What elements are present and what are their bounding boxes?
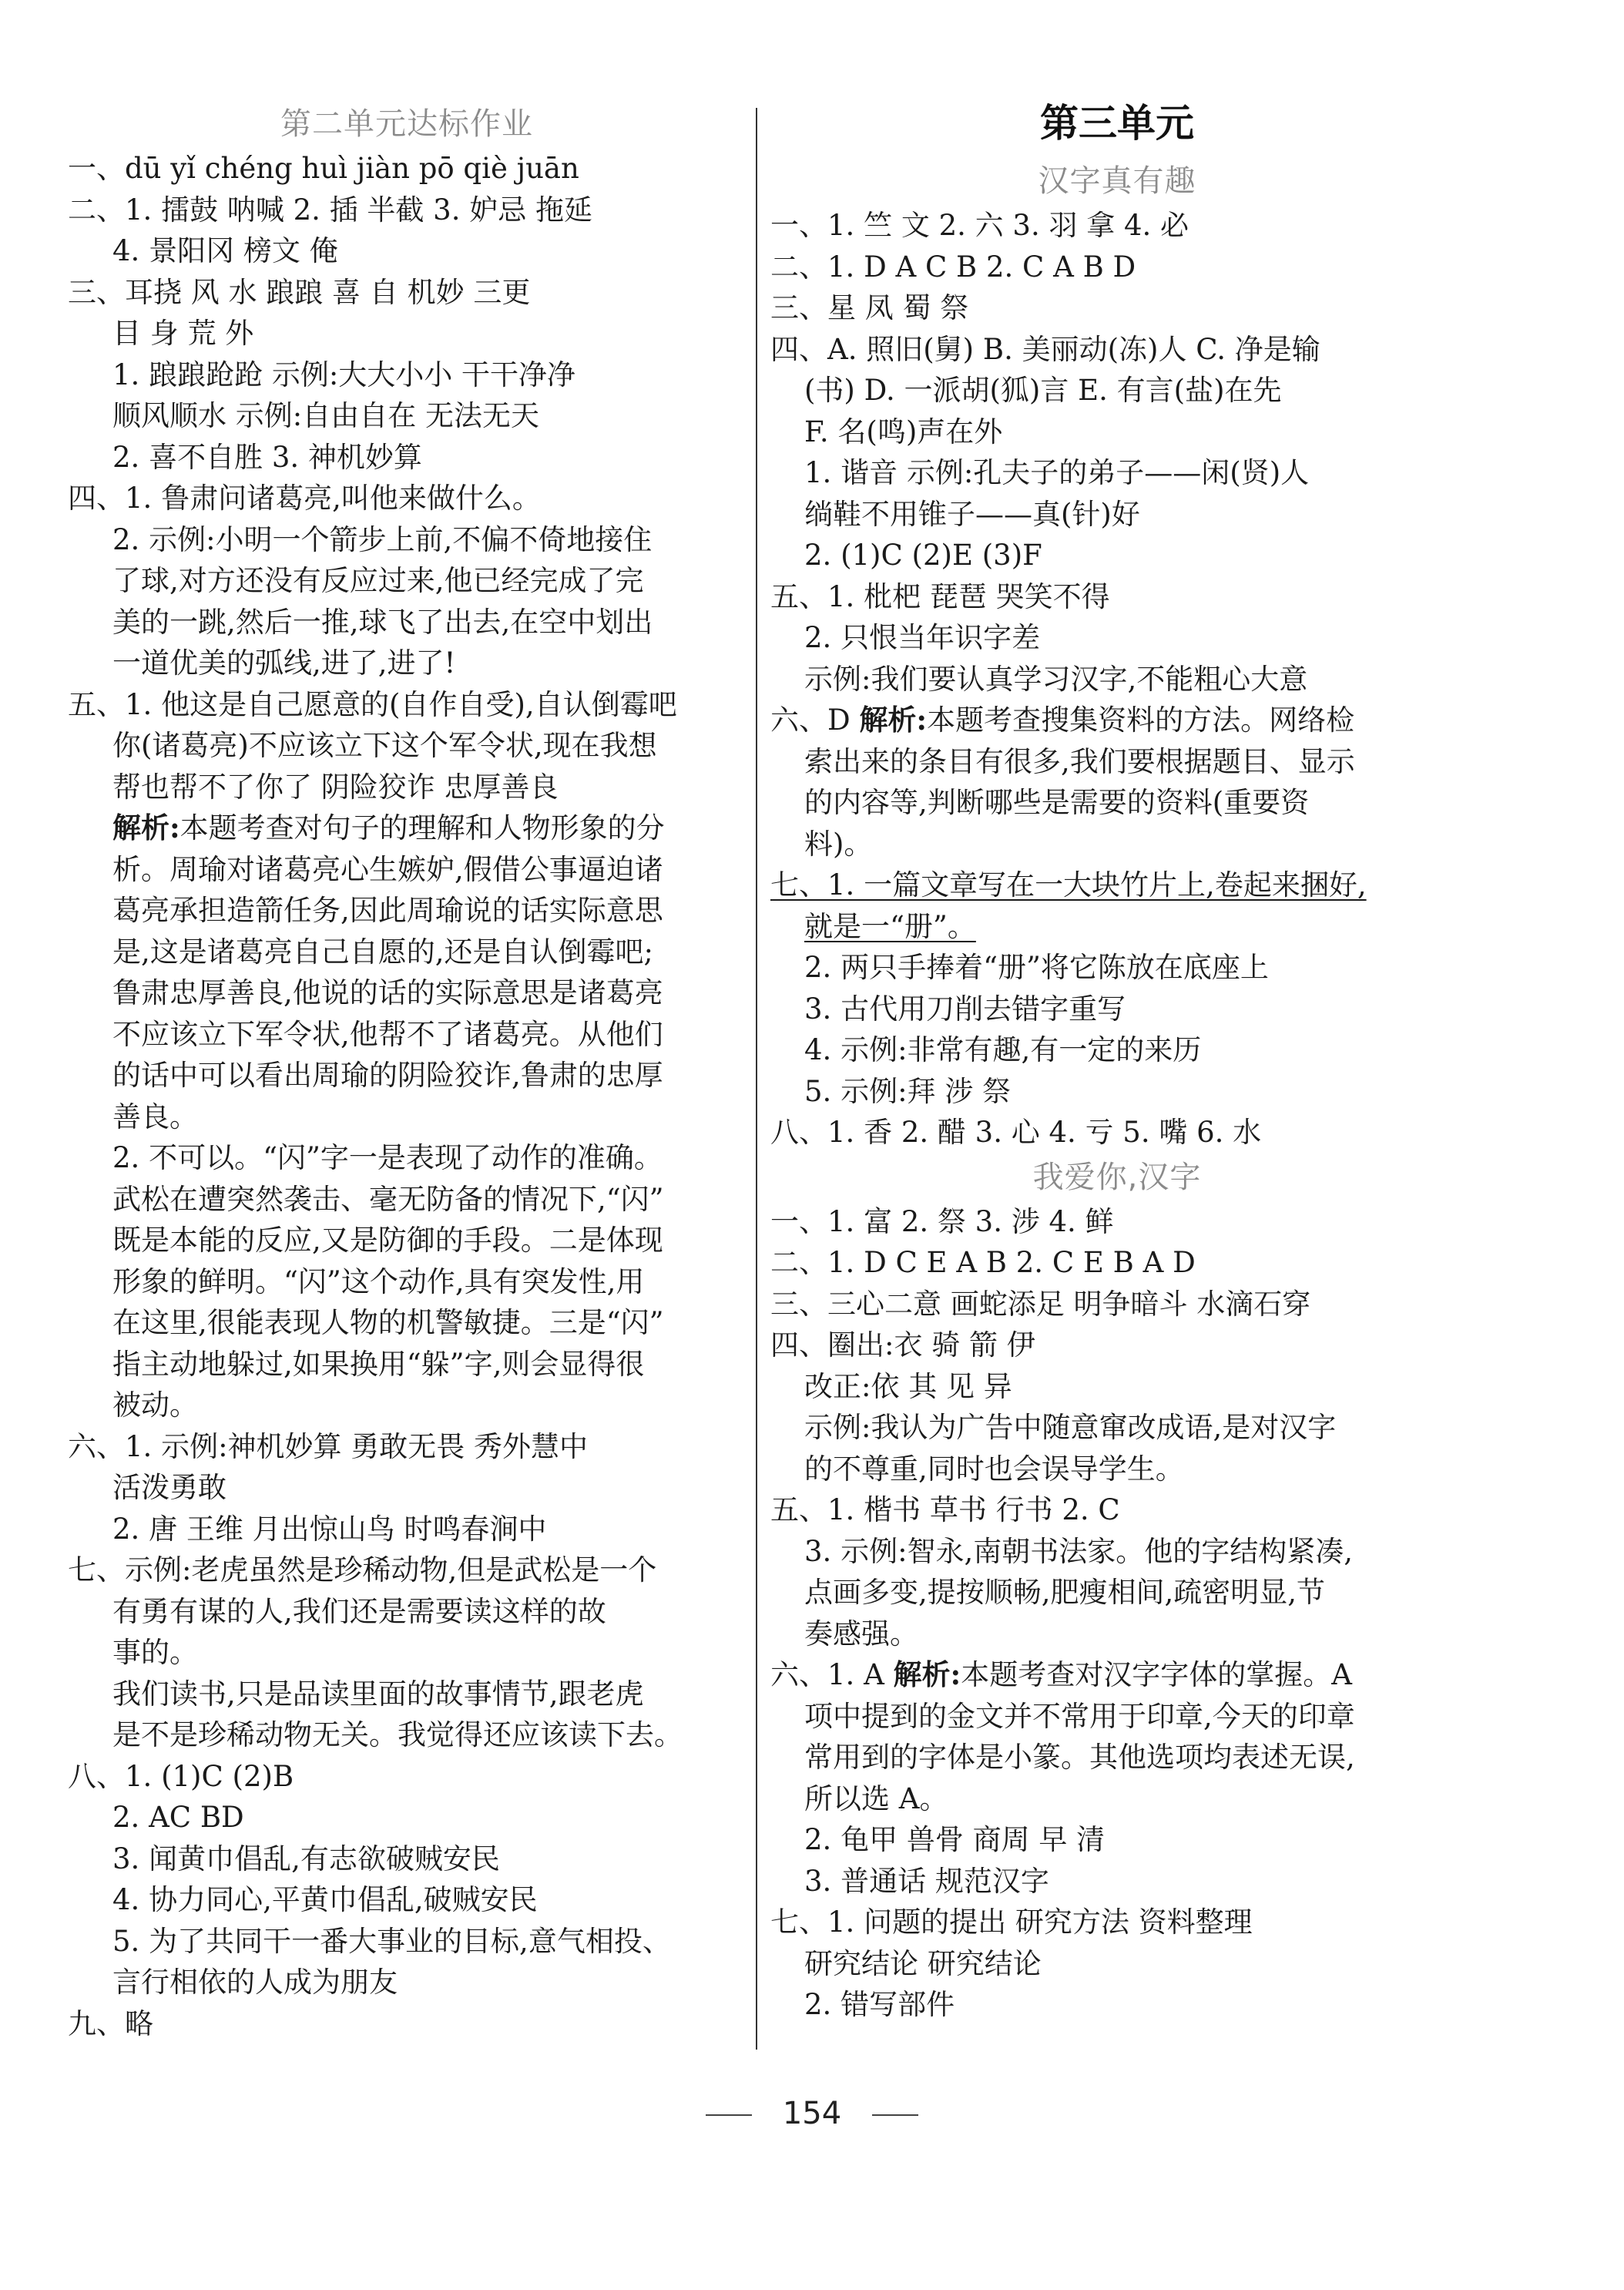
answer-line: 3. 普通话 规范汉字: [804, 1864, 1049, 1898]
answer-line: 形象的鲜明。“闪”这个动作,具有突发性,用: [112, 1264, 645, 1298]
answer-line: 1. 谐音 示例:孔夫子的弟子——闲(贤)人: [804, 456, 1310, 489]
answer-line: 既是本能的反应,又是防御的手段。二是体现: [112, 1224, 663, 1257]
analysis-line: 不应该立下军令状,他帮不了诸葛亮。从他们: [112, 1017, 663, 1051]
analysis-label: 解析:: [112, 811, 180, 844]
answer-line: 2. 示例:小明一个箭步上前,不偏不倚地接住: [112, 522, 653, 556]
answer-line: 5. 示例:拜 涉 祭: [804, 1074, 1012, 1108]
answer-line: (书) D. 一派胡(狐)言 E. 有言(盐)在先: [804, 374, 1282, 407]
answer-line: 绱鞋不用锥子——真(针)好: [804, 497, 1140, 531]
answer-line: 五、1. 枇杷 琵琶 哭笑不得: [770, 579, 1110, 613]
right-column: [770, 100, 1464, 2026]
section-title-unit2: 第二单元达标作业: [280, 106, 533, 142]
answer-line: 顺风顺水 示例:自由自在 无法无天: [112, 399, 539, 432]
analysis-line: 鲁肃忠厚善良,他说的话的实际意思是诸葛亮: [112, 976, 663, 1009]
answer-line: 四、1. 鲁肃问诸葛亮,叫他来做什么。: [68, 482, 541, 515]
answer-line: 五、1. 楷书 草书 行书 2. C: [770, 1493, 1120, 1526]
answer-line: 七、1. 问题的提出 研究方法 资料整理: [770, 1906, 1253, 1939]
answer-line: 二、1. D C E A B 2. C E B A D: [770, 1246, 1196, 1279]
answer-line: 5. 为了共同干一番大事业的目标,意气相投、: [112, 1924, 671, 1958]
answer-line: 4. 景阳冈 榜文 俺: [112, 234, 338, 267]
analysis-line: 六、1. A 解析:本题考查对汉字字体的掌握。A: [770, 1657, 1352, 1691]
analysis-line: 是,这是诸葛亮自己自愿的,还是自认倒霉吧;: [112, 935, 653, 969]
answer-line: 改正:依 其 见 异: [804, 1369, 1012, 1403]
column-divider: [756, 108, 757, 2050]
answer-line: 三、耳挠 风 水 踉踉 喜 自 机妙 三更: [68, 275, 531, 309]
answer-line: 一道优美的弧线,进了,进了!: [112, 646, 456, 680]
answer-line: 八、1. (1)C (2)B: [68, 1759, 294, 1793]
answer-line: 2. 喜不自胜 3. 神机妙算: [112, 440, 422, 474]
analysis-line: 析。周瑜对诸葛亮心生嫉妒,假借公事逼迫诸: [112, 852, 663, 886]
answer-line: 示例:我认为广告中随意窜改成语,是对汉字: [804, 1411, 1337, 1444]
answer-line: 你(诸葛亮)不应该立下这个军令状,现在我想: [112, 729, 657, 762]
page-number: [0, 2096, 1624, 2131]
answer-line: 二、1. D A C B 2. C A B D: [770, 250, 1136, 284]
answer-line: 指主动地躲过,如果换用“躲”字,则会显得很: [112, 1347, 645, 1381]
answer-line: 七、1. 一篇文章写在一大块竹片上,卷起来捆好,: [770, 868, 1367, 902]
answer-line: 四、圈出:衣 骑 箭 伊: [770, 1328, 1035, 1362]
answer-line: 活泼勇敢: [112, 1471, 226, 1504]
answer-line: 被动。: [112, 1388, 198, 1422]
answer-line: 3. 闻黄巾倡乱,有志欲破贼安民: [112, 1842, 500, 1875]
analysis-line: 的内容等,判断哪些是需要的资料(重要资: [804, 786, 1310, 819]
analysis-line: 料)。: [804, 827, 873, 861]
answer-line: 4. 协力同心,平黄巾倡乱,破贼安民: [112, 1883, 538, 1916]
unit-title: 第三单元: [1040, 100, 1194, 146]
analysis-label: 解析:: [859, 703, 928, 737]
answer-line: 言行相依的人成为朋友: [112, 1966, 398, 1999]
answer-line: 了球,对方还没有反应过来,他已经完成了完: [112, 564, 644, 597]
answer-line: 三、星 凤 蜀 祭: [770, 291, 969, 324]
answer-line: 的不尊重,同时也会误导学生。: [804, 1452, 1184, 1486]
answer-line: 研究结论 研究结论: [804, 1946, 1042, 1980]
answer-line: 七、示例:老虎虽然是珍稀动物,但是武松是一个: [68, 1553, 657, 1587]
answer-line: 奏感强。: [804, 1617, 918, 1650]
page-number-dash-left: [706, 2114, 752, 2116]
analysis-line: 的话中可以看出周瑜的阴险狡诈,鲁肃的忠厚: [112, 1059, 663, 1092]
analysis-label: 解析:: [893, 1657, 961, 1691]
answer-line: 一、1. 富 2. 祭 3. 涉 4. 鲜: [770, 1204, 1114, 1238]
answer-line: 六、1. 示例:神机妙算 勇敢无畏 秀外慧中: [68, 1429, 589, 1463]
answer-line: 2. AC BD: [112, 1801, 244, 1834]
answer-line: 一、dū yǐ chéng huì jiàn pō qiè juān: [68, 152, 579, 185]
answer-line: 二、1. 擂鼓 呐喊 2. 插 半截 3. 妒忌 拖延: [68, 193, 592, 227]
answer-line: 1. 踉踉跄跄 示例:大大小小 干干净净: [112, 358, 576, 391]
answer-line: 2. 不可以。“闪”字一是表现了动作的准确。: [112, 1141, 663, 1174]
answer-line: 4. 示例:非常有趣,有一定的来历: [804, 1033, 1202, 1066]
answer-line: 八、1. 香 2. 醋 3. 心 4. 亏 5. 嘴 6. 水: [770, 1116, 1262, 1149]
page-number-value: 154: [782, 2096, 842, 2131]
analysis-line: 六、D 解析:本题考查搜集资料的方法。网络检: [770, 703, 1355, 737]
answer-line: 是不是珍稀动物无关。我觉得还应该读下去。: [112, 1718, 683, 1751]
answer-line: 点画多变,提按顺畅,肥瘦相间,疏密明显,节: [804, 1576, 1326, 1609]
page-number-dash-right: [872, 2114, 918, 2116]
answer-line: 美的一跳,然后一推,球飞了出去,在空中划出: [112, 605, 653, 639]
analysis-line: 常用到的字体是小篆。其他选项均表述无误,: [804, 1741, 1355, 1774]
answer-line: F. 名(鸣)声在外: [804, 415, 1003, 448]
answer-line: 3. 古代用刀削去错字重写: [804, 992, 1126, 1026]
answer-line: 3. 示例:智永,南朝书法家。他的字结构紧凑,: [804, 1534, 1354, 1568]
answer-line: 2. 错写部件: [804, 1988, 955, 2021]
answer-line: 2. 两只手捧着“册”将它陈放在底座上: [804, 951, 1269, 984]
left-column: [68, 100, 746, 2044]
analysis-line: 解析:本题考查对句子的理解和人物形象的分: [112, 811, 665, 844]
answer-line: 示例:我们要认真学习汉字,不能粗心大意: [804, 662, 1308, 696]
answer-line: 在这里,很能表现人物的机警敏捷。三是“闪”: [112, 1306, 664, 1339]
answer-line: 有勇有谋的人,我们还是需要读这样的故: [112, 1594, 606, 1628]
answer-line: 2. 唐 王维 月出惊山鸟 时鸣春涧中: [112, 1512, 547, 1546]
analysis-line: 善良。: [112, 1100, 198, 1133]
answer-line: 2. 龟甲 兽骨 商周 早 清: [804, 1823, 1106, 1856]
answer-line: 2. (1)C (2)E (3)F: [804, 539, 1042, 572]
section-title-love-characters: 我爱你,汉字: [1032, 1159, 1202, 1195]
analysis-line: 索出来的条目有很多,我们要根据题目、显示: [804, 744, 1355, 778]
answer-line: 2. 只恨当年识字差: [804, 621, 1041, 654]
answer-line: 武松在遭突然袭击、毫无防备的情况下,“闪”: [112, 1182, 664, 1216]
answer-line: 我们读书,只是品读里面的故事情节,跟老虎: [112, 1677, 644, 1711]
answer-line: 五、1. 他这是自己愿意的(自作自受),自认倒霉吧: [68, 687, 677, 721]
answer-line: 四、A. 照旧(舅) B. 美丽动(冻)人 C. 净是输: [770, 332, 1320, 366]
answer-line: 三、三心二意 画蛇添足 明争暗斗 水滴石穿: [770, 1287, 1311, 1321]
answer-line: 帮也帮不了你了 阴险狡诈 忠厚善良: [112, 770, 559, 804]
section-title-fun-characters: 汉字真有趣: [1038, 163, 1196, 199]
analysis-line: 葛亮承担造箭任务,因此周瑜说的话实际意思: [112, 894, 663, 927]
analysis-line: 所以选 A。: [804, 1781, 948, 1815]
answer-line: 事的。: [112, 1636, 198, 1669]
answer-line: 目 身 荒 外: [112, 317, 254, 350]
analysis-line: 项中提到的金文并不常用于印章,今天的印章: [804, 1699, 1355, 1733]
answer-line: 一、1. 竺 文 2. 六 3. 羽 拿 4. 必: [770, 209, 1189, 242]
answer-line: 九、略: [68, 2006, 153, 2040]
answer-line: 就是一“册”。: [804, 909, 976, 943]
